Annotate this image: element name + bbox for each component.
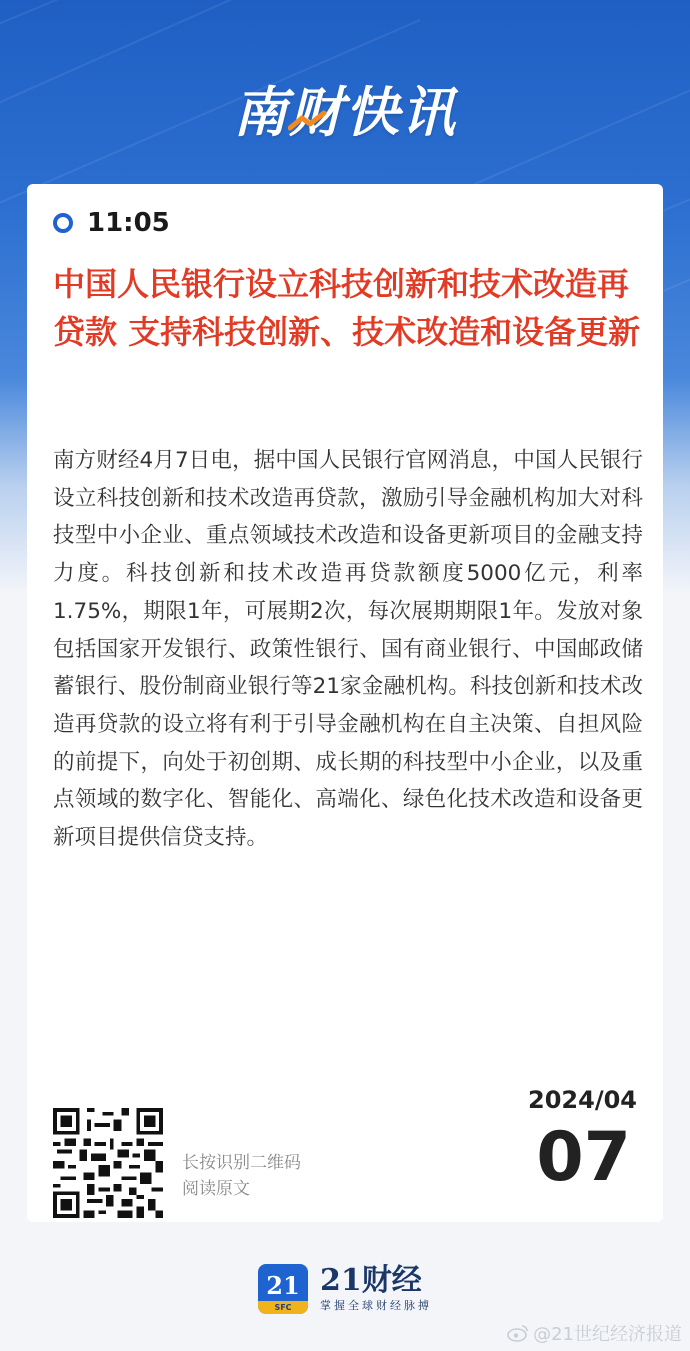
watermark-text: @21世纪经济报道 <box>533 1324 682 1345</box>
date-year-month: 2024/04 <box>528 1086 637 1114</box>
brand-footer <box>258 1262 432 1316</box>
time-label: 11:05 <box>87 208 170 238</box>
date-day: 07 <box>536 1118 631 1197</box>
brand-logo <box>258 1264 308 1314</box>
qr-caption <box>182 1150 301 1202</box>
brand-slogan: 掌握全球财经脉搏 <box>320 1299 432 1312</box>
headline: 中国人民银行设立科技创新和技术改造再贷款 支持科技创新、技术改造和设备更新 <box>53 265 641 351</box>
brand-name: 21财经 <box>320 1263 422 1298</box>
brand-logo-number: 21 <box>266 1271 300 1300</box>
qr-caption-line2: 阅读原文 <box>182 1179 250 1199</box>
watermark <box>507 1320 682 1346</box>
news-card <box>27 184 663 1222</box>
brand-logo-tag: SFC <box>258 1301 308 1314</box>
time-row <box>53 208 170 238</box>
brand-text <box>320 1264 432 1314</box>
time-dot-icon <box>53 213 73 233</box>
qr-code-icon[interactable] <box>53 1108 163 1218</box>
header-title: 南财快讯 <box>233 81 457 144</box>
weibo-icon <box>507 1324 529 1342</box>
article-body: 南方财经4月7日电，据中国人民银行官网消息，中国人民银行设立科技创新和技术改造再贷款，激励引导金融机构加大对科技型中小企业、重点领域技术改造和设备更新项目的金融支持力度。科技创新和技术改造再贷款额度5000亿元，利率1.75%，期限1年，可展期2次，每次展期期限1年。发放对象包括国家开发银行、政策性银行、国有商业银行、中国邮政储蓄银行、股份制商业银行等21家金融机构。科技创新和技术改造再贷款的设立将有利于引导金融机构在自主决策、自担风险的前提下，向处于初创期、成长期的科技型中小企业，以及重点领域的数字化、智能化、高端化、绿色化技术改造和设备更新项目提供信贷支持。 <box>53 448 643 851</box>
trend-arrow-icon <box>288 110 328 132</box>
qr-caption-line1: 长按识别二维码 <box>182 1153 301 1173</box>
